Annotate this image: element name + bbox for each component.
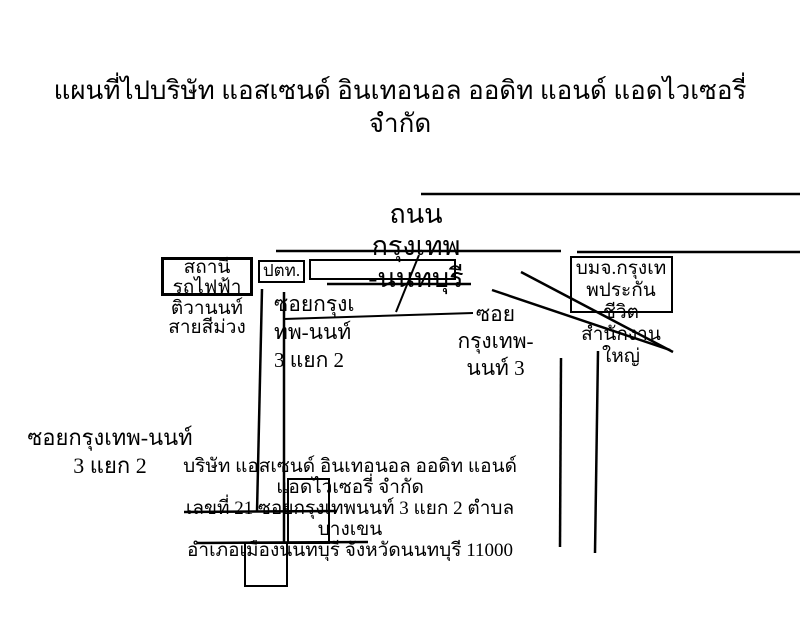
page-title-line2: จำกัด bbox=[368, 109, 432, 138]
soi-mid-center-label bbox=[438, 301, 553, 382]
soi-mid-center-line1: ซอย bbox=[475, 302, 516, 326]
station-sub-line2: สายสีม่วง bbox=[168, 317, 246, 338]
ptt-label bbox=[258, 261, 305, 281]
insurance-line2: พประกัน bbox=[586, 280, 656, 301]
insurance-line5: ใหญ่ bbox=[602, 346, 640, 367]
company-name-line2: แอดไวเซอรี่ จำกัด bbox=[276, 477, 424, 498]
soi-mid-left-label bbox=[274, 290, 379, 374]
soi-mid-center-line2: กรุงเทพ- bbox=[457, 329, 534, 353]
main-road-label bbox=[345, 198, 487, 294]
company-address-line1: เลขที่ 21 ซอยกรุงเทพนนท์ 3 แยก 2 ตำบล bbox=[185, 498, 515, 519]
station-label bbox=[161, 258, 253, 298]
soi-bottom-left-line2: 3 แยก 2 bbox=[73, 453, 147, 478]
page-title-line1: แผนที่ไปบริษัท แอสเซนด์ อินเทอนอล ออดิท แอนด์ แอดไวเซอรี่ bbox=[53, 76, 747, 105]
company-address-line2: บางเขน bbox=[317, 519, 383, 540]
soi-mid-left-line3: 3 แยก 2 bbox=[274, 348, 345, 372]
station-label-line2: รถไฟฟ้า bbox=[172, 277, 242, 298]
station-sub-line1: ติวานนท์ bbox=[170, 298, 244, 319]
main-road-line3: -นนทบุรี bbox=[368, 263, 464, 293]
company-address-block bbox=[170, 456, 530, 561]
insurance-line1: บมจ.กรุงเท bbox=[575, 258, 667, 279]
station-sub-label bbox=[148, 299, 266, 337]
soi-mid-left-line1: ซอยกรุงเ bbox=[274, 292, 355, 316]
right-soi-line-left bbox=[560, 358, 561, 547]
company-address-line3: อำเภอเมืองนนทบุรี จังหวัดนนทบุรี 11000 bbox=[187, 540, 513, 561]
insurance-label bbox=[562, 258, 680, 368]
ptt-label-text: ปตท. bbox=[262, 261, 301, 280]
insurance-line3: ชีวิต bbox=[603, 302, 639, 323]
right-soi-line-right bbox=[595, 351, 598, 553]
soi-mid-center-line3: นนท์ 3 bbox=[466, 356, 525, 380]
insurance-line4: สำนักงาน bbox=[581, 324, 661, 345]
company-name-line1: บริษัท แอสเซนด์ อินเทอนอล ออดิท แอนด์ bbox=[183, 456, 517, 477]
station-label-line1: สถานี bbox=[183, 257, 231, 278]
soi-bottom-left-line1: ซอยกรุงเทพ-นนท์ bbox=[27, 425, 193, 450]
main-road-line2: กรุงเทพ bbox=[371, 231, 461, 261]
main-road-line1: ถนน bbox=[389, 199, 443, 229]
soi-mid-left-line2: ทพ-นนท์ bbox=[274, 320, 352, 344]
